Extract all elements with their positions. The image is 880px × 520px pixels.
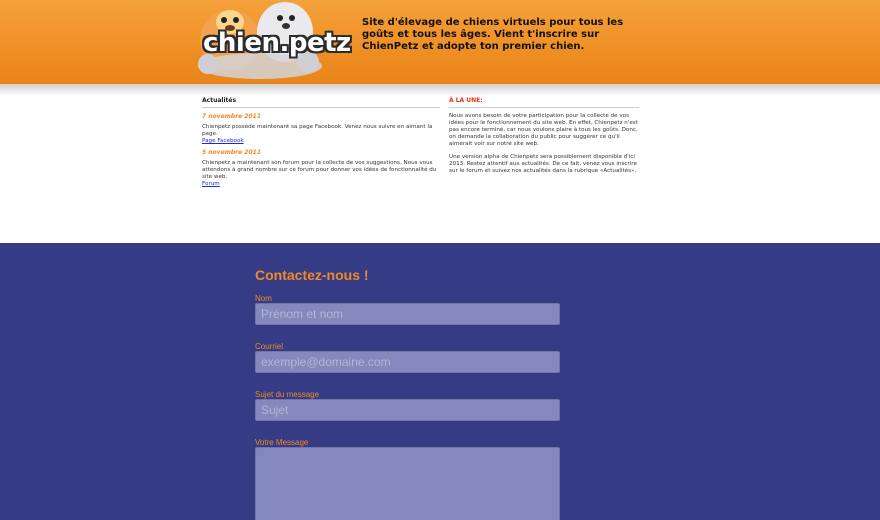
message-textarea[interactable] <box>255 447 560 520</box>
headline-heading: À LA UNE: <box>449 97 639 108</box>
news-item <box>202 113 440 145</box>
contact-section <box>0 243 880 520</box>
contact-title: Contactez-nous ! <box>255 267 369 283</box>
news-column <box>202 97 440 192</box>
site-tagline: Site d'élevage de chiens virtuels pour tous les goûts et tous les âges. Vient t'inscrire sur ChienPetz et adopte ton premier chien. <box>362 17 624 52</box>
headline-column <box>449 97 639 181</box>
email-input[interactable]: exemple@domaine.com <box>255 351 560 373</box>
news-heading: Actualités <box>202 97 440 108</box>
news-text: Chienpetz a maintenant son forum pour la collecte de vos suggestions. Nous vous attendons à grand nombre sur ce forum pour donner vos idées de fonctionnalité du site web. <box>202 160 437 180</box>
subject-input[interactable]: Sujet <box>255 399 560 421</box>
name-input[interactable]: Prénom et nom <box>255 303 560 325</box>
headline-paragraph: Une version alpha de Chienpetz sera possiblement disponible d'ici 2013. Restez attentif aux actualités. De ce fait, venez vous inscrire sur le forum et suivez nos actualités dans la rubrique «Actualités». <box>449 154 637 174</box>
site-header <box>0 0 880 84</box>
headline-paragraph: Nous avons besoin de votre participation pour la collecte de vos idées pour le fonctionnement du site web. En effet, Chienpetz n'est pas encore terminé, car nous voulons plaire à tous les goûts. Donc, on demande la collaboration du public pour suggérer ce qu'il aimerait voir sur notre site web. <box>449 113 638 147</box>
logo-wordmark: chien.petz <box>203 28 351 58</box>
subject-label: Sujet du message <box>255 390 320 399</box>
news-text: Chienpetz possède maintenant sa page Facebook. Venez nous suivre en aimant la page. <box>202 124 433 137</box>
header-shadow <box>0 84 880 96</box>
news-item <box>202 149 440 188</box>
email-label: Courriel <box>255 342 284 351</box>
message-label: Votre Message <box>255 438 309 447</box>
name-label: Nom <box>255 294 272 303</box>
facebook-page-link[interactable]: Page Facebook <box>202 138 244 144</box>
forum-link[interactable]: Forum <box>202 181 220 187</box>
news-date: 5 novembre 2011 <box>202 149 262 156</box>
news-date: 7 novembre 2011 <box>202 113 262 120</box>
